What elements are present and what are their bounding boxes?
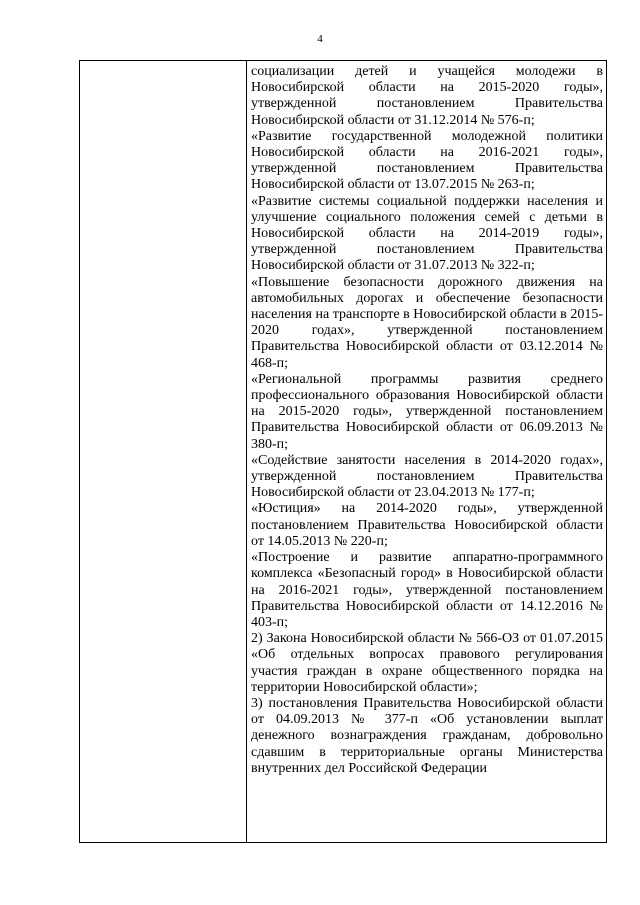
table-right-cell [247, 61, 606, 842]
table-left-cell [80, 61, 247, 842]
paragraph-social-support-program: «Развитие системы социальной поддержки населения и улучшение социального положения семей с детьми в Новосибирской области на 2014-2019 годы», утвержденной постановлением Правительства Новосибирской области от 31.07.2013 № 322-п; [251, 193, 603, 274]
paragraph-youth-policy-program: «Развитие государственной молодежной политики Новосибирской области на 2016-2021 годы», утвержденной постановлением Правительства Новосибирской области от 13.07.2015 № 263-п; [251, 128, 603, 193]
page-number: 4 [317, 33, 323, 45]
paragraph-justice-program: «Юстиция» на 2014-2020 годы», утвержденной постановлением Правительства Новосибирской области от 14.05.2013 № 220-п; [251, 501, 603, 549]
document-table [79, 60, 607, 843]
paragraph-law-566: 2) Закона Новосибирской области № 566-ОЗ от 01.07.2015 «Об отдельных вопросах правового регулирования участия граждан в охране общественного порядка на территории Новосибирской области»; [251, 631, 603, 695]
paragraph-safe-city-program: «Построение и развитие аппаратно-программного комплекса «Безопасный город» в Новосибирской области на 2016-2021 годы», утвержденной постановлением Правительства Новосибирской области от 14.12.2016 № 403-п; [251, 550, 603, 630]
paragraph-resolution-377: 3) постановления Правительства Новосибирской области от 04.09.2013 № 377-п «Об установлении выплат денежного вознаграждения гражданам, добровольно сдавшим в территориальные органы Министерства внутренних дел Российской Федерации [251, 695, 603, 776]
paragraph-vocational-education-program: «Региональной программы развития среднего профессионального образования Новосибирской области на 2015-2020 годы», утвержденной постановлением Правительства Новосибирской области от 06.09.2013 № 380-п; [251, 371, 603, 452]
paragraph-employment-program: «Содействие занятости населения в 2014-2020 годах», утвержденной постановлением Правительства Новосибирской области от 23.04.2013 № 177-п; [251, 452, 603, 501]
paragraph-socialization-program: социализации детей и учащейся молодежи в Новосибирской области на 2015-2020 годы», утвержденной постановлением Правительства Новосибирской области от 31.12.2014 № 576-п; [251, 64, 603, 128]
paragraph-road-safety-program: «Повышение безопасности дорожного движения на автомобильных дорогах и обеспечение безопасности населения на транспорте в Новосибирской области в 2015-2020 годах», утвержденной постановлением Правительства Новосибирской области от 03.12.2014 № 468-п; [251, 274, 603, 371]
